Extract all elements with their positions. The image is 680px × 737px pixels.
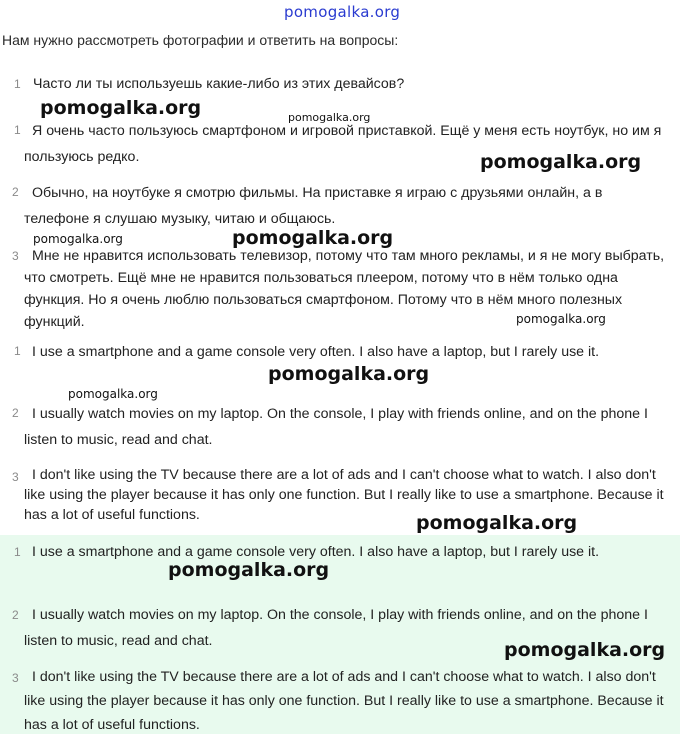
watermark: pomogalka.org [232, 227, 394, 249]
en-answer-text: I don't like using the TV because there are a lot of ads and I can't choose what to watch. I also don't like using the player because it has only one function. But I really like to use a smartphone. Because it has a lot of useful functions. [24, 467, 664, 523]
highlight-answer-text: I don't like using the TV because there are a lot of ads and I can't choose what to watch. I also don't like using the player because it has only one function. But I really like to use a smartphone. Because it has a lot of useful functions. [24, 669, 664, 733]
highlight-answer-text: I use a smartphone and a game console very often. I also have a laptop, but I rarely use it. [32, 544, 600, 560]
watermark: pomogalka.org [33, 232, 123, 246]
watermark: pomogalka.org [40, 97, 202, 119]
watermark: pomogalka.org [288, 111, 371, 124]
ru-answer-number: 2 [12, 185, 19, 199]
intro-text: Нам нужно рассмотреть фотографии и ответить на вопросы: [2, 32, 399, 48]
watermark: pomogalka.org [168, 559, 330, 581]
watermark: pomogalka.org [416, 512, 578, 534]
ru-answer-number: 1 [14, 123, 21, 137]
ru-answer-number: 3 [12, 249, 19, 263]
question-text: Часто ли ты используешь какие-либо из этих девайсов? [33, 76, 405, 92]
en-answer-number: 1 [14, 344, 21, 358]
en-answer-text: I use a smartphone and a game console very often. I also have a laptop, but I rarely use it. [32, 344, 600, 360]
site-header-link[interactable]: pomogalka.org [284, 3, 401, 21]
ru-answer-text: Обычно, на ноутбуке я смотрю фильмы. На приставке я играю с друзьями онлайн, а в телефоне я слушаю музыку, читаю и общаюсь. [24, 185, 603, 227]
watermark: pomogalka.org [268, 363, 430, 385]
watermark: pomogalka.org [504, 639, 666, 661]
watermark: pomogalka.org [68, 387, 158, 401]
question-number: 1 [14, 77, 21, 91]
watermark: pomogalka.org [480, 151, 642, 173]
en-answer-text: I usually watch movies on my laptop. On the console, I play with friends online, and on the phone I listen to music, read and chat. [24, 406, 648, 448]
highlight-answer-text: I usually watch movies on my laptop. On the console, I play with friends online, and on the phone I listen to music, read and chat. [24, 607, 648, 649]
highlight-answer-number: 1 [14, 545, 21, 559]
highlight-answer-number: 2 [12, 608, 19, 622]
highlight-answer-number: 3 [12, 671, 19, 685]
ru-answer-text: Мне не нравится использовать телевизор, потому что там много рекламы, и я не могу выбрать, что смотреть. Ещё мне не нравится пользоваться плеером, потому что в нём только одна функция. Но я очень люблю пользоваться смартфоном. Потому что в нём много полезных функций. [24, 248, 665, 330]
watermark: pomogalka.org [516, 312, 606, 326]
en-answer-number: 2 [12, 406, 19, 420]
en-answer-number: 3 [12, 470, 19, 484]
ru-answer-text: Я очень часто пользуюсь смартфоном и игровой приставкой. Ещё у меня есть ноутбук, но им я пользуюсь редко. [24, 123, 662, 165]
